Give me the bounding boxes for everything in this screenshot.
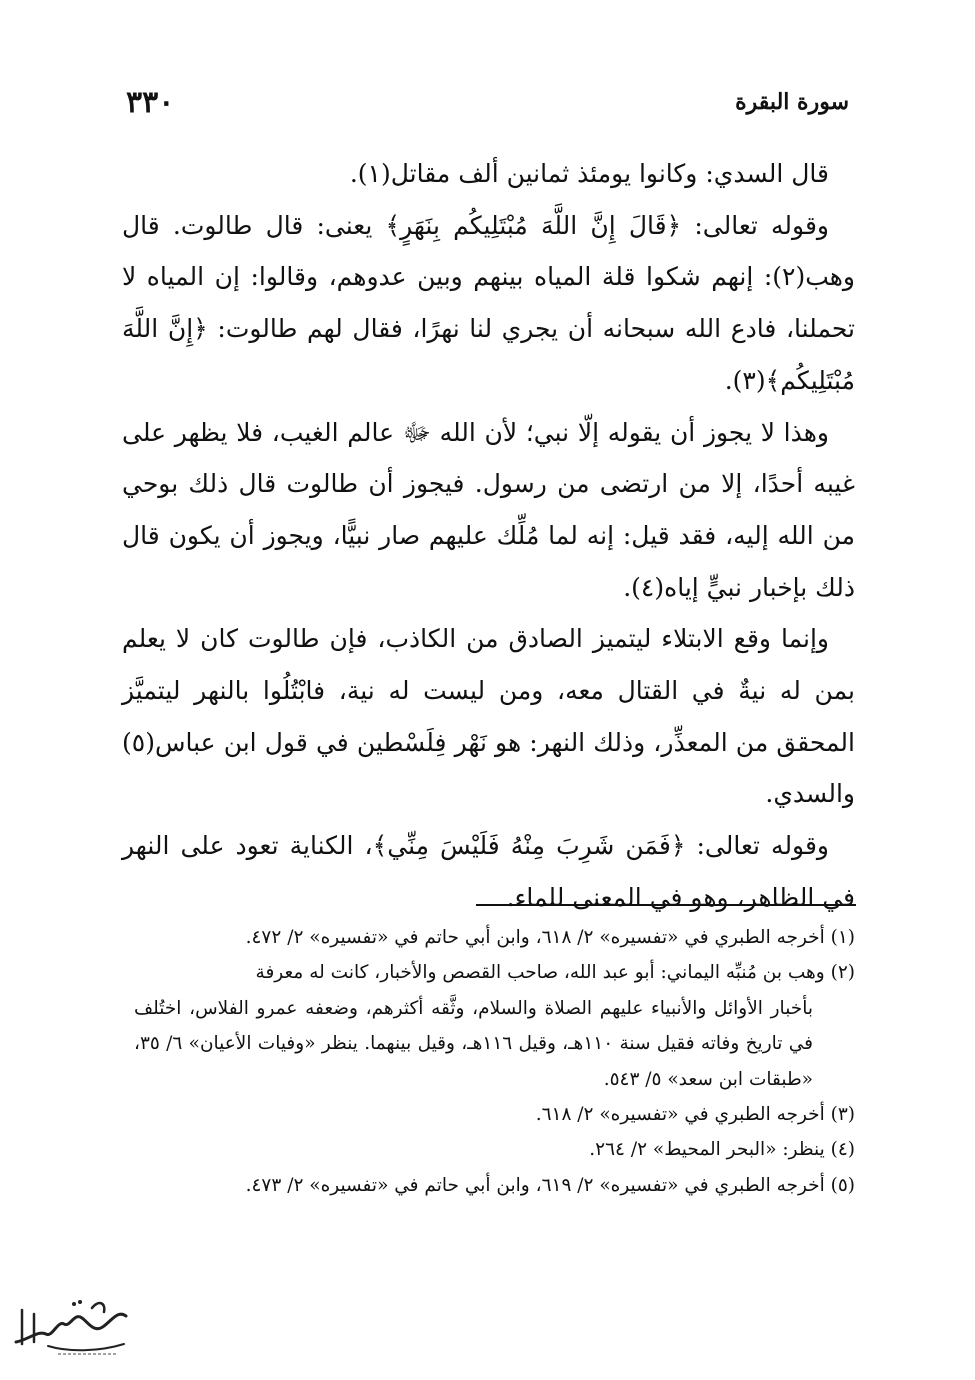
paragraph: وهذا لا يجوز أن يقوله إلّا نبي؛ لأن الله ﷻ عالم الغيب، فلا يظهر على غيبه أحدًا، إلا من ارتضى من رسول. فيجوز أن طالوت قال ذلك بوحي من الله إليه، فقد قيل: إنه لما مُلِّك عليهم صار نبيًّا، ويجوز أن يكون قال ذلك بإخبار نبيٍّ إياه(٤).: [122, 417, 855, 602]
calligraphy-logo-icon: [8, 1290, 138, 1360]
paragraph: قال السدي: وكانوا يومئذ ثمانين ألف مقاتل(١).: [349, 159, 829, 188]
publisher-logo: [8, 1290, 138, 1360]
footnote: (١) أخرجه الطبري في «تفسيره» ٢/ ٦١٨، وابن أبي حاتم في «تفسيره» ٢/ ٤٧٢.: [245, 927, 855, 948]
footnote: (٥) أخرجه الطبري في «تفسيره» ٢/ ٦١٩، وابن أبي حاتم في «تفسيره» ٢/ ٤٧٣.: [245, 1174, 855, 1196]
main-text: [122, 148, 855, 924]
footnotes: [134, 920, 855, 1203]
footnote: (٢) وهب بن مُنبِّه اليماني: أبو عبد الله، صاحب القصص والأخبار، كانت له معرفة: [255, 962, 855, 984]
paragraph: وقوله تعالى: ﴿فَمَن شَرِبَ مِنْهُ فَلَيْسَ مِنِّي﴾، الكناية تعود على النهر في الظاهر، وهو في المعنى للماء.: [122, 831, 855, 912]
page-number: ٣٣٠: [126, 84, 175, 120]
paragraph: وإنما وقع الابتلاء ليتميز الصادق من الكاذب، فإن طالوت كان لا يعلم بمن له نيةٌ في القتال معه، ومن ليست له نية، فابْتُلُوا بالنهر ليتميَّز المحقق من المعذِّر، وذلك النهر: هو نَهْر فِلَسْطين في قول ابن عباس(٥) والسدي.: [122, 624, 855, 809]
paragraph: وقوله تعالى: ﴿قَالَ إِنَّ اللَّهَ مُبْتَلِيكُم بِنَهَرٍ﴾ يعنى: قال طالوت. قال وهب(٢): إنهم شكوا قلة المياه بينهم وبين عدوهم، وقالوا: إن المياه لا تحملنا، فادع الله سبحانه أن يجري لنا نهرًا، فقال لهم طالوت: ﴿إِنَّ اللَّهَ مُبْتَلِيكُم﴾(٣).: [122, 210, 855, 395]
footnote-continuation: بأخبار الأوائل والأنبياء عليهم الصلاة والسلام، وثَّقه أكثرهم، وضعفه عمرو الفلاس، اختُلف في تاريخ وفاته فقيل سنة ١١٠هـ، وقيل ١١٦هـ، وقيل بينهما. ينظر «وفيات الأعيان» ٦/ ٣٥، «طبقات ابن سعد» ٥/ ٥٤٣.: [134, 997, 813, 1090]
surah-title: سورة البقرة: [735, 89, 849, 115]
running-header: [126, 82, 849, 122]
footnote: (٤) ينظر: «البحر المحيط» ٢/ ٢٦٤.: [589, 1139, 855, 1161]
footnote: (٣) أخرجه الطبري في «تفسيره» ٢/ ٦١٨.: [535, 1104, 855, 1126]
footnote-separator: [476, 904, 856, 906]
